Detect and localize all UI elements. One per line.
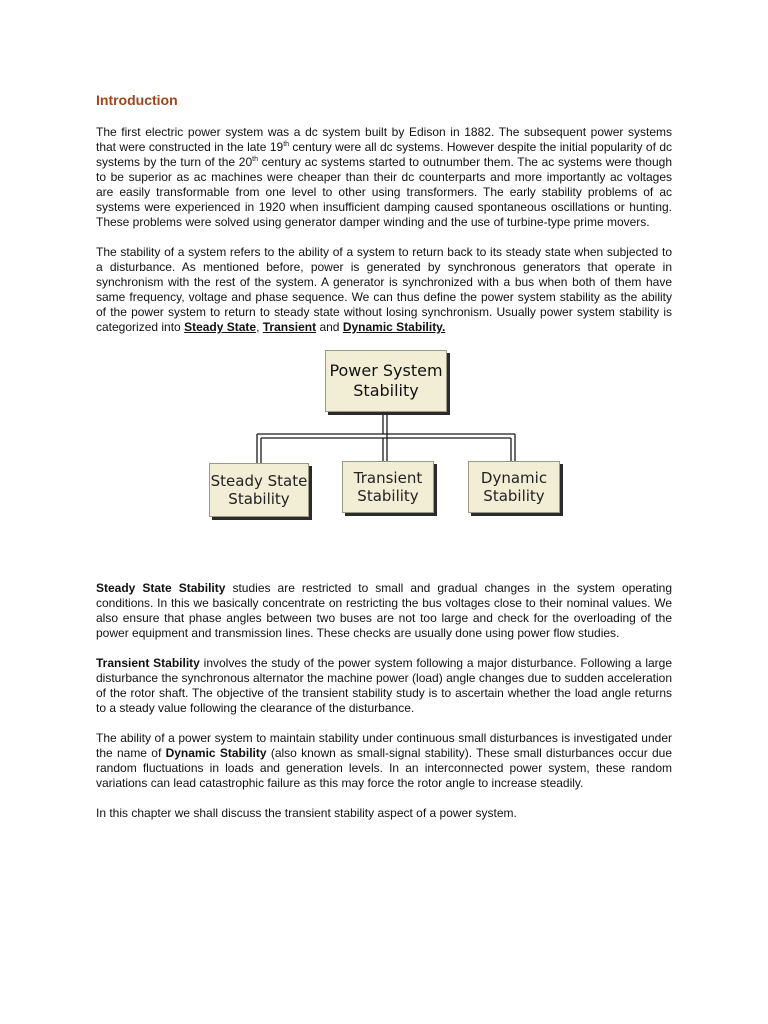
stability-classification-diagram bbox=[96, 350, 672, 556]
node-label-line: Stability bbox=[357, 487, 419, 505]
intro-paragraph-2 bbox=[96, 245, 672, 335]
section-heading: Introduction bbox=[96, 92, 178, 108]
node-label-line: Dynamic bbox=[480, 469, 548, 487]
closing-paragraph: In this chapter we shall discuss the transient stability aspect of a power system. bbox=[96, 806, 517, 820]
dynamic-paragraph bbox=[96, 731, 672, 791]
separator: , bbox=[256, 320, 263, 334]
node-label-line: Transient bbox=[353, 469, 423, 487]
steady-state-text: studies are restricted to small and gradual changes in the system operating conditions. In this we basically concentrate on restricting the bus voltages close to their nominal values. We also ensure that phase angles between two buses are not too large and check for the overloading of the power equipment and transmission lines. These checks are usually done using power flow studies. bbox=[96, 581, 672, 640]
term-transient: Transient bbox=[262, 320, 317, 334]
node-label-line: Stability bbox=[483, 487, 545, 505]
node-transient-stability bbox=[342, 461, 434, 513]
document-page bbox=[96, 92, 672, 836]
dynamic-term: Dynamic Stability bbox=[165, 746, 267, 760]
separator: and bbox=[316, 320, 343, 334]
term-steady-state: Steady State bbox=[184, 320, 257, 334]
steady-state-paragraph bbox=[96, 581, 672, 641]
transient-term: Transient Stability bbox=[96, 656, 200, 670]
intro-text-1: The first electric power system was a dc system built by Edison in 1882. The subsequent power systems that were constructed in the late 19 bbox=[96, 125, 672, 154]
steady-state-term: Steady State Stability bbox=[96, 581, 226, 595]
node-label-line: Power System bbox=[329, 361, 443, 380]
dynamic-text-2: (also known as small-signal stability). These small disturbances occur due random fluctuations in loads and generation levels. In an interconnected power system, these random variations can lead catastrophic failure as this may force the rotor angle to increase steadily. bbox=[96, 746, 672, 790]
superscript-th: th bbox=[283, 141, 290, 148]
transient-paragraph bbox=[96, 656, 672, 716]
stability-definition-text: The stability of a system refers to the ability of a system to return back to its steady state when subjected to a disturbance. As mentioned before, power is generated by synchronous generators that operate in synchronism with the rest of the system. A generator is synchronized with a bus when both of them have same frequency, voltage and phase sequence. We can thus define the power system stability as the ability of the power system to return to steady state without losing synchronism. Usually power system stability is categorized into bbox=[96, 245, 672, 334]
node-label-line: Stability bbox=[353, 381, 419, 400]
transient-text: involves the study of the power system following a major disturbance. Following a large disturbance the synchronous alternator the machine power (load) angle changes due to sudden acceleration of the rotor shaft. The objective of the transient stability study is to ascertain whether the load angle returns to a steady value following the clearance of the disturbance. bbox=[96, 656, 673, 715]
node-dynamic-stability bbox=[468, 461, 560, 513]
node-steady-state-stability bbox=[209, 463, 309, 517]
node-power-system-stability bbox=[325, 350, 447, 412]
dynamic-text-1: The ability of a power system to maintain stability under continuous small disturbances is investigated under the name of bbox=[96, 731, 672, 760]
intro-paragraph-1 bbox=[96, 125, 672, 230]
node-label-line: Stability bbox=[228, 490, 290, 508]
intro-text-2: century were all dc systems. However despite the initial popularity of dc systems by the turn of the 20 bbox=[96, 140, 673, 169]
superscript-th: th bbox=[252, 156, 258, 163]
node-label-line: Steady State bbox=[210, 472, 308, 490]
term-dynamic-stability: Dynamic Stability. bbox=[342, 320, 446, 334]
intro-text-3: century ac systems started to outnumber them. The ac systems were though to be superior as ac machines were cheaper than their dc counterparts and more importantly ac voltages are easily transformable from one level to other using transformers. The early stability problems of ac systems were experienced in 1920 when insufficient damping caused spontaneous oscillations or hunting. These problems were solved using generator damper winding and the use of turbine-type prime movers. bbox=[96, 155, 673, 229]
